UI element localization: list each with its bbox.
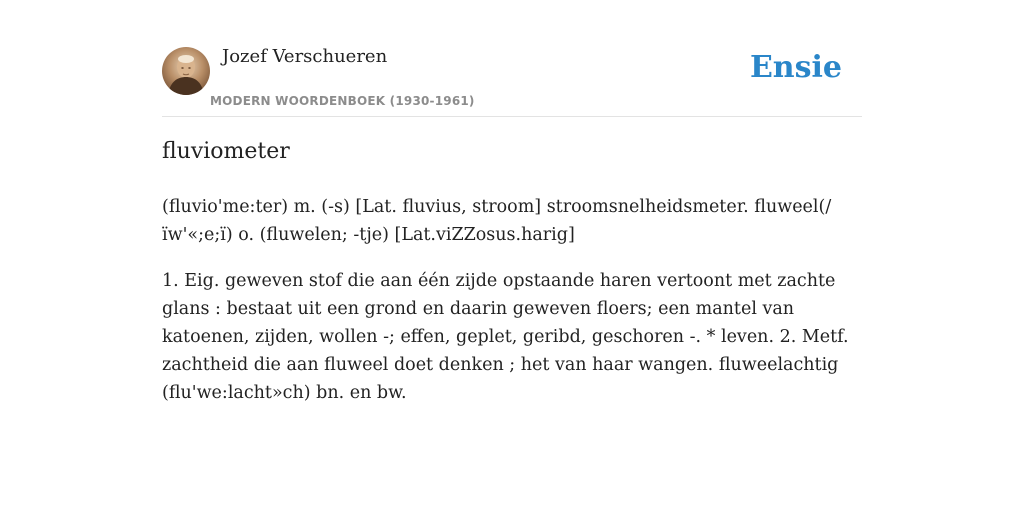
portrait-icon	[162, 47, 210, 95]
entry-header	[162, 0, 862, 117]
entry-term: fluviometer	[162, 139, 290, 164]
entry-paragraph: (fluvio'me:ter) m. (-s) [Lat. fluvius, stroom] stroomsnelheidsmeter. fluweel(/ ïw'«;e;ï) o. (fluwelen; -tje) [Lat.viZZosus.harig]	[162, 197, 832, 245]
author-name[interactable]: Jozef Verschueren	[222, 46, 388, 67]
author-avatar[interactable]	[162, 47, 210, 95]
entry-paragraph: 1. Eig. geweven stof die aan één zijde opstaande haren vertoont met zachte glans : bestaat uit een grond en daarin geweven floers; een mantel van katoenen, zijden, wollen -; effen, geplet, geribd, geschoren -. * leven. 2. Metf. zachtheid die aan fluweel doet denken ; het van haar wangen. fluweelachtig (flu'we:lacht»ch) bn. en bw.	[162, 271, 849, 403]
ensie-logo[interactable]: Ensie	[749, 50, 842, 85]
source-title[interactable]: MODERN WOORDENBOEK (1930-1961)	[210, 94, 475, 108]
